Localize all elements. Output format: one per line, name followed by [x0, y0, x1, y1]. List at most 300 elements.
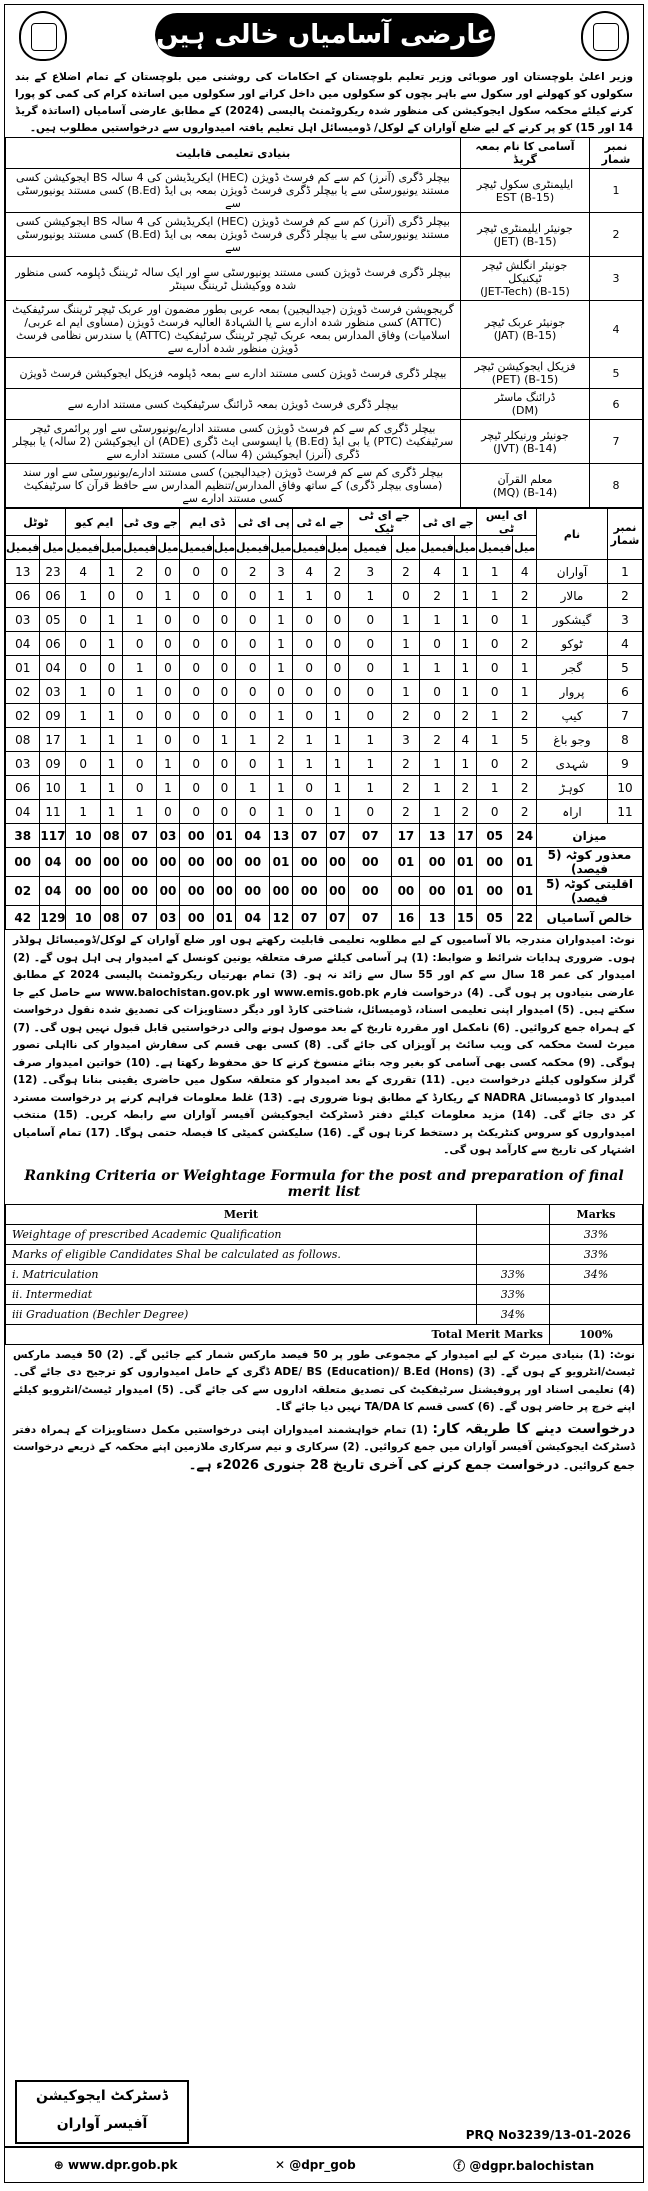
count-cell: 0	[292, 680, 326, 704]
col-post: آسامی کا نام بمعہ گریڈ	[461, 138, 590, 169]
merit-pct: 33%	[477, 1264, 550, 1284]
post-cell	[461, 213, 590, 257]
summary-cell: 12	[270, 906, 292, 930]
location-name: شہدی	[537, 752, 608, 776]
post-name: فزیکل ایجوکیشن ٹیچر	[474, 360, 576, 373]
distribution-row	[6, 680, 643, 704]
count-cell: 1	[454, 584, 476, 608]
summary-cell: 117	[40, 824, 66, 848]
dist-col-post: پی ای ٹی	[236, 509, 293, 536]
qualification-cell: بیچلر ڈگری کم سے کم فرسٹ ڈویژن (جیدالیجین) کسی مستند ادارے/یونیورسٹی سے اور سند (مساوی بیچلر ڈگری) کے ساتھ وفاق المدارس/تنظیم المدارس سے حافظ قرآن کا سرٹیفکیٹ کسی مستند ادارے سے	[6, 464, 461, 508]
summary-cell: 00	[66, 848, 100, 877]
summary-row	[6, 906, 643, 930]
location-name: وجو باغ	[537, 728, 608, 752]
count-cell: 0	[157, 728, 179, 752]
sub-female: فیمیل	[476, 536, 513, 560]
location-name: مالار	[537, 584, 608, 608]
count-cell: 1	[392, 680, 420, 704]
merit-pct-header	[477, 1204, 550, 1224]
how-to-apply-title: درخواست دینے کا طریقہ کار:	[432, 1420, 636, 1437]
summary-cell: 07	[123, 824, 157, 848]
count-cell: 1	[476, 704, 513, 728]
dist-col-post: ای ایس ٹی	[476, 509, 536, 536]
count-cell: 1	[454, 608, 476, 632]
location-name: اراہ	[537, 800, 608, 824]
row-number: 6	[608, 680, 643, 704]
qualification-row	[6, 301, 643, 358]
total-merit-value: 100%	[550, 1324, 643, 1344]
qualification-row	[6, 169, 643, 213]
count-cell: 2	[454, 800, 476, 824]
sub-female: فیمیل	[123, 536, 157, 560]
sub-female: فیمیل	[66, 536, 100, 560]
count-cell: 1	[100, 560, 122, 584]
count-cell: 0	[100, 656, 122, 680]
count-cell: 1	[100, 704, 122, 728]
ranking-title: Ranking Criteria or Weightage Formula for the post and preparation of final merit list	[24, 1167, 624, 1200]
page-title: عارضی آسامیاں خالی ہیں	[155, 13, 495, 57]
row-number: 4	[608, 632, 643, 656]
qualification-row	[6, 358, 643, 389]
merit-marks	[550, 1284, 643, 1304]
count-cell: 0	[236, 752, 270, 776]
dist-col-name: نام	[537, 509, 608, 560]
count-cell: 0	[349, 680, 392, 704]
count-cell: 1	[236, 776, 270, 800]
qualification-cell: بیچلر ڈگری (آنرز) کم سے کم فرسٹ ڈویژن (HEC) ایکریڈیشن کی 4 سالہ BS ایجوکیشن کسی مستند یونیورسٹی سے یا بیچلر ڈگری فرسٹ ڈویژن بمعہ بی ایڈ (B.Ed) کسی مستند یونیورسٹی سے	[6, 169, 461, 213]
merit-header: Merit	[6, 1204, 477, 1224]
count-cell: 0	[270, 680, 292, 704]
sub-female: فیمیل	[179, 536, 213, 560]
count-cell: 0	[349, 704, 392, 728]
count-cell: 06	[40, 584, 66, 608]
summary-cell: 04	[40, 877, 66, 906]
merit-table	[5, 1204, 643, 1345]
how-to-apply	[5, 1419, 643, 1478]
dist-col-post: جے ای ٹی	[420, 509, 477, 536]
count-cell: 4	[513, 560, 537, 584]
count-cell: 1	[420, 608, 454, 632]
post-grade: (PET) (B-15)	[491, 373, 559, 386]
summary-cell: 15	[454, 906, 476, 930]
summary-cell: 00	[179, 824, 213, 848]
row-number: 1	[608, 560, 643, 584]
count-cell: 0	[476, 632, 513, 656]
count-cell: 01	[6, 656, 40, 680]
summary-cell: 00	[179, 848, 213, 877]
location-name: گجر	[537, 656, 608, 680]
dist-col-post: ٹوٹل	[6, 509, 66, 536]
count-cell: 1	[157, 776, 179, 800]
post-name: جونیئر ایلیمنٹری ٹیچر	[477, 221, 573, 235]
instructions-notes: نوٹ: امیدواران مندرجہ بالا آسامیوں کے لیے مطلوبہ تعلیمی قابلیت رکھتے ہوں اور ضلع آواران کے لوکل/ڈومیسائل ہولڈر ہوں۔ ضروری ہدایات شرائط و ضوابط: (1) ہر آسامی کیلئے صرف متعلقہ یونین کونسل کے امیدوار ہی اہل ہوں گے۔ (2) امیدوار کی عمر 18 سال سے کم اور 55 سال سے زائد نہ ہو۔ (3) تمام بھرتیاں ریکروٹمنٹ پالیسی 2024 کے مطابق عارضی بنیادوں پر ہوں گی۔ (4) درخواست فارم www.emis.gob.pk اور www.balochistan.gov.pk سے حاصل کیے جا سکتے ہیں۔ (5) امیدوار اپنی تعلیمی اسناد، ڈومیسائل، شناختی کارڈ اور دیگر دستاویزات کی تصدیق شدہ نقول درخواست کے ہمراہ جمع کروائیں۔ (6) نامکمل اور مقررہ تاریخ کے بعد موصول ہونے والی درخواستیں قابل قبول نہیں ہوں گی۔ (7) میرٹ لسٹ محکمہ کی ویب سائٹ پر آویزاں کی جائے گی۔ (8) کسی بھی قسم کی سفارش امیدوار کی نااہلی تصور ہوگی۔ (9) محکمہ کسی بھی آسامی کو بغیر وجہ بتائے منسوخ کرنے کا حق محفوظ رکھتا ہے۔ (10) خواتین امیدوار صرف گرلز سکولوں کیلئے درخواست دیں۔ (11) تقرری کے بعد امیدوار کو متعلقہ سکول میں حاضری یقینی بنانا ہوگی۔ (12) امیدوار کا ڈومیسائل NADRA کے ریکارڈ کے مطابق ہونا ضروری ہے۔ (13) غلط معلومات فراہم کرنے پر درخواست مسترد کر دی جائے گی۔ (14) مزید معلومات کیلئے دفتر ڈسٹرکٹ ایجوکیشن آفیسر آواران سے رابطہ کریں۔ (15) منتخب امیدواروں کو سروس کنٹریکٹ پر دستخط کرنا ہوں گے۔ (16) سلیکشن کمیٹی کا فیصلہ حتمی ہوگا۔ (17) تمام آسامیاں اشتہار کی تاریخ سے کارآمد ہوں گی۔	[13, 934, 636, 1156]
summary-cell: 13	[420, 906, 454, 930]
count-cell: 1	[123, 680, 157, 704]
summary-cell: 01	[213, 906, 235, 930]
count-cell: 1	[213, 728, 235, 752]
merit-row	[6, 1284, 643, 1304]
count-cell: 0	[349, 656, 392, 680]
count-cell: 0	[476, 608, 513, 632]
merit-notes: نوٹ: (1) بنیادی میرٹ کے لیے امیدوار کے مجموعی طور پر 50 فیصد مارکس شمار کیے جائیں گے۔ (2) 50 فیصد مارکس ٹیسٹ/انٹرویو کے ہوں گے۔ (3) ADE/ BS (Education)/ B.Ed (Hons) ڈگری کے حامل امیدواروں کو ترجیح دی جائے گی۔ (4) تعلیمی اسناد اور پروفیشنل سرٹیفکیٹ کی تصدیق متعلقہ اداروں سے کی جائے گی۔ (5) امیدوار ٹیسٹ/انٹرویو کیلئے اپنے خرچ پر حاضر ہوں گے۔ (6) کسی قسم کا TA/DA نہیں دیا جائے گا۔	[13, 1348, 635, 1413]
count-cell: 03	[40, 680, 66, 704]
count-cell: 0	[157, 560, 179, 584]
qualification-cell: بیچلر ڈگری فرسٹ ڈویژن کسی مستند یونیورسٹی سے اور ایک سالہ ٹریننگ ڈپلومہ کسی منظور شدہ ووکیشنل ٹریننگ سینٹر	[6, 257, 461, 301]
summary-label: خالص آسامیاں	[537, 906, 643, 930]
summary-cell: 00	[476, 877, 513, 906]
count-cell: 1	[157, 752, 179, 776]
distribution-row	[6, 728, 643, 752]
count-cell: 1	[270, 704, 292, 728]
merit-row	[6, 1304, 643, 1324]
count-cell: 1	[392, 608, 420, 632]
summary-cell: 01	[454, 848, 476, 877]
row-number: 3	[590, 257, 643, 301]
distribution-row	[6, 776, 643, 800]
summary-cell: 00	[236, 848, 270, 877]
count-cell: 0	[179, 632, 213, 656]
count-cell: 2	[513, 584, 537, 608]
summary-cell: 00	[270, 877, 292, 906]
row-number: 11	[608, 800, 643, 824]
sub-female: فیمیل	[420, 536, 454, 560]
summary-cell: 00	[292, 848, 326, 877]
summary-cell: 08	[100, 824, 122, 848]
summary-cell: 22	[513, 906, 537, 930]
count-cell: 0	[476, 680, 513, 704]
post-cell	[461, 358, 590, 389]
summary-label: معذور کوٹہ (5 فیصد)	[537, 848, 643, 877]
count-cell: 5	[513, 728, 537, 752]
count-cell: 1	[270, 656, 292, 680]
count-cell: 1	[513, 680, 537, 704]
summary-cell: 03	[157, 906, 179, 930]
post-name: جونیئر عربک ٹیچر	[484, 316, 566, 329]
count-cell: 04	[6, 632, 40, 656]
summary-row	[6, 848, 643, 877]
merit-label: i. Matriculation	[6, 1264, 477, 1284]
count-cell: 0	[157, 800, 179, 824]
summary-cell: 00	[349, 848, 392, 877]
government-logo-left	[19, 11, 67, 61]
summary-cell: 00	[326, 877, 348, 906]
count-cell: 0	[179, 656, 213, 680]
sub-female: فیمیل	[292, 536, 326, 560]
header	[5, 5, 643, 69]
count-cell: 06	[6, 776, 40, 800]
count-cell: 0	[326, 656, 348, 680]
summary-cell: 38	[6, 824, 40, 848]
sub-female: فیمیل	[236, 536, 270, 560]
location-name: ٹوکو	[537, 632, 608, 656]
merit-marks: 34%	[550, 1264, 643, 1284]
summary-cell: 00	[100, 877, 122, 906]
summary-cell: 07	[292, 906, 326, 930]
summary-cell: 00	[292, 877, 326, 906]
merit-row	[6, 1244, 643, 1264]
government-logo-right	[581, 11, 629, 61]
count-cell: 0	[179, 776, 213, 800]
post-name: جونیئر انگلش ٹیچر ٹیکنیکل	[482, 259, 568, 285]
summary-cell: 129	[40, 906, 66, 930]
qualification-cell: بیچلر ڈگری (آنرز) کم سے کم فرسٹ ڈویژن (HEC) ایکریڈیشن کی 4 سالہ BS ایجوکیشن کسی مستند یونیورسٹی سے یا بیچلر ڈگری فرسٹ ڈویژن بمعہ بی ایڈ (B.Ed) کسی مستند یونیورسٹی سے	[6, 213, 461, 257]
count-cell: 03	[6, 752, 40, 776]
merit-row	[6, 1224, 643, 1244]
count-cell: 1	[270, 608, 292, 632]
intro-paragraph: وزیر اعلیٰ بلوچستان اور صوبائی وزیر تعلیم بلوچستان کے احکامات کی روشنی میں بلوچستان کے تمام اضلاع کے بند سکولوں کو کھولنے اور سکول سے باہر بچوں کو سکولوں میں داخل کرانے اور سکولوں میں اساتذہ کرام کی کمی کو پورا کرنے کیلئے محکمہ سکول ایجوکیشن کی منظور شدہ ریکروٹمنٹ پالیسی (2024) کے مطابق عارضی آسامیاں (اساتذہ گریڈ 14 اور 15) کو پر کرنے کے لیے ضلع آواران کے لوکل/ ڈومیسائل اہل تعلیم یافتہ امیدواروں سے درخواستیں مطلوب ہیں۔	[15, 71, 633, 134]
summary-cell: 05	[476, 906, 513, 930]
summary-cell: 05	[476, 824, 513, 848]
post-name: ایلیمنٹری سکول ٹیچر	[476, 177, 574, 191]
count-cell: 0	[292, 656, 326, 680]
count-cell: 08	[6, 728, 40, 752]
post-grade: (JET-Tech) (B-15)	[480, 285, 570, 298]
summary-cell: 07	[349, 906, 392, 930]
count-cell: 1	[326, 704, 348, 728]
count-cell: 0	[420, 632, 454, 656]
count-cell: 0	[213, 560, 235, 584]
count-cell: 1	[292, 728, 326, 752]
distribution-table	[5, 508, 643, 930]
post-cell	[461, 464, 590, 508]
count-cell: 1	[454, 560, 476, 584]
sub-male: میل	[213, 536, 235, 560]
post-grade: (JET) (B-15)	[493, 234, 557, 248]
count-cell: 02	[6, 704, 40, 728]
row-number: 9	[608, 752, 643, 776]
count-cell: 2	[392, 560, 420, 584]
count-cell: 3	[349, 560, 392, 584]
summary-cell: 01	[270, 848, 292, 877]
summary-cell: 00	[326, 848, 348, 877]
count-cell: 0	[292, 800, 326, 824]
count-cell: 1	[454, 632, 476, 656]
count-cell: 05	[40, 608, 66, 632]
sub-male: میل	[157, 536, 179, 560]
count-cell: 0	[236, 800, 270, 824]
count-cell: 04	[40, 656, 66, 680]
count-cell: 1	[123, 656, 157, 680]
count-cell: 0	[236, 584, 270, 608]
count-cell: 0	[476, 752, 513, 776]
count-cell: 0	[292, 608, 326, 632]
count-cell: 1	[349, 584, 392, 608]
summary-cell: 42	[6, 906, 40, 930]
count-cell: 1	[326, 728, 348, 752]
location-name: پروار	[537, 680, 608, 704]
summary-cell: 00	[420, 848, 454, 877]
count-cell: 1	[513, 608, 537, 632]
count-cell: 0	[476, 800, 513, 824]
row-number: 5	[590, 358, 643, 389]
count-cell: 0	[236, 680, 270, 704]
count-cell: 11	[40, 800, 66, 824]
merit-rows	[6, 1224, 643, 1324]
count-cell: 1	[100, 608, 122, 632]
count-cell: 1	[476, 776, 513, 800]
count-cell: 4	[454, 728, 476, 752]
count-cell: 13	[6, 560, 40, 584]
summary-cell: 10	[66, 906, 100, 930]
count-cell: 0	[66, 752, 100, 776]
dist-col-post: جے وی ٹی	[123, 509, 180, 536]
website-link[interactable]: ⊕ www.dpr.gob.pk	[53, 2158, 178, 2172]
merit-pct	[477, 1244, 550, 1264]
summary-cell: 01	[392, 848, 420, 877]
count-cell: 1	[476, 560, 513, 584]
count-cell: 1	[326, 800, 348, 824]
count-cell: 2	[326, 560, 348, 584]
count-cell: 0	[326, 680, 348, 704]
location-name: کیپ	[537, 704, 608, 728]
distribution-row	[6, 704, 643, 728]
count-cell: 3	[270, 560, 292, 584]
post-name: ڈرائنگ ماسٹر	[494, 391, 556, 404]
dist-col-serial: نمبر شمار	[608, 509, 643, 560]
count-cell: 1	[349, 752, 392, 776]
summary-cell: 01	[513, 877, 537, 906]
count-cell: 2	[123, 560, 157, 584]
summary-cell: 08	[100, 906, 122, 930]
count-cell: 23	[40, 560, 66, 584]
count-cell: 2	[392, 800, 420, 824]
count-cell: 0	[179, 728, 213, 752]
row-number: 2	[608, 584, 643, 608]
summary-cell: 01	[513, 848, 537, 877]
count-cell: 0	[420, 680, 454, 704]
facebook-link[interactable]: ⓕ @dgpr.balochistan	[453, 2158, 595, 2173]
count-cell: 09	[40, 752, 66, 776]
summary-label: اقلیتی کوٹہ (5 فیصد)	[537, 877, 643, 906]
count-cell: 0	[236, 656, 270, 680]
count-cell: 0	[100, 584, 122, 608]
count-cell: 2	[454, 704, 476, 728]
row-number: 8	[608, 728, 643, 752]
count-cell: 1	[66, 704, 100, 728]
merit-row	[6, 1264, 643, 1284]
summary-cell: 00	[100, 848, 122, 877]
merit-marks	[550, 1304, 643, 1324]
count-cell: 0	[213, 608, 235, 632]
summary-cell: 00	[213, 848, 235, 877]
dist-col-post: ایم کیو	[66, 509, 123, 536]
summary-cell: 00	[66, 877, 100, 906]
qualification-table	[5, 137, 643, 508]
count-cell: 0	[349, 608, 392, 632]
count-cell: 1	[66, 776, 100, 800]
row-number: 6	[590, 389, 643, 420]
count-cell: 06	[6, 584, 40, 608]
summary-cell: 10	[66, 824, 100, 848]
count-cell: 1	[66, 584, 100, 608]
count-cell: 0	[392, 584, 420, 608]
row-number: 7	[608, 704, 643, 728]
summary-row	[6, 824, 643, 848]
count-cell: 04	[6, 800, 40, 824]
count-cell: 1	[100, 728, 122, 752]
distribution-row	[6, 584, 643, 608]
count-cell: 0	[213, 800, 235, 824]
count-cell: 0	[213, 584, 235, 608]
footer	[5, 2146, 643, 2182]
qualification-cell: بیچلر ڈگری کم سے کم فرسٹ ڈویژن کسی مستند ادارے/یونیورسٹی سے اور پرائمری ٹیچر سرٹیفکیٹ (PTC) یا بی ایڈ (B.Ed) یا ایسوسی ایٹ ڈگری (ADE) ان ایجوکیشن (2 سالہ) یا بیچلر ڈگری (آنرز) ایجوکیشن (4 سالہ) کسی مستند ادارے سے	[6, 420, 461, 464]
x-handle-link[interactable]: ✕ @dpr_gob	[274, 2158, 356, 2172]
distribution-rows	[6, 560, 643, 930]
summary-cell: 00	[476, 848, 513, 877]
count-cell: 0	[213, 680, 235, 704]
count-cell: 1	[100, 776, 122, 800]
count-cell: 2	[392, 704, 420, 728]
distribution-row	[6, 800, 643, 824]
total-merit-label: Total Merit Marks	[6, 1324, 550, 1344]
count-cell: 0	[476, 656, 513, 680]
count-cell: 06	[40, 632, 66, 656]
count-cell: 0	[292, 704, 326, 728]
summary-cell: 00	[179, 906, 213, 930]
count-cell: 09	[40, 704, 66, 728]
summary-cell: 04	[236, 906, 270, 930]
how-to-apply-text: (1) تمام خواہشمند امیدواران اپنی درخواستیں مکمل دستاویزات کے ہمراہ دفتر ڈسٹرکٹ ایجوکیشن آفیسر آواران میں جمع کروائیں۔ (2) سرکاری و نیم سرکاری ملازمین اپنے محکمہ کے ذریعے درخواست جمع کروائیں۔	[13, 1423, 635, 1472]
count-cell: 1	[270, 752, 292, 776]
location-name: کوہڑ	[537, 776, 608, 800]
summary-cell: 07	[123, 906, 157, 930]
count-cell: 0	[236, 704, 270, 728]
merit-pct: 34%	[477, 1304, 550, 1324]
count-cell: 1	[270, 800, 292, 824]
post-cell	[461, 169, 590, 213]
summary-cell: 13	[420, 824, 454, 848]
count-cell: 0	[123, 704, 157, 728]
post-cell	[461, 420, 590, 464]
merit-pct	[477, 1224, 550, 1244]
count-cell: 2	[454, 776, 476, 800]
merit-marks: 33%	[550, 1224, 643, 1244]
distribution-row	[6, 752, 643, 776]
count-cell: 0	[66, 632, 100, 656]
row-number: 5	[608, 656, 643, 680]
summary-cell: 00	[213, 877, 235, 906]
count-cell: 0	[179, 608, 213, 632]
qualification-cell: بیچلر ڈگری فرسٹ ڈویژن بمعہ ڈرائنگ سرٹیفکیٹ کسی مستند ادارے سے	[6, 389, 461, 420]
count-cell: 0	[179, 680, 213, 704]
count-cell: 0	[292, 776, 326, 800]
count-cell: 2	[420, 584, 454, 608]
summary-cell: 02	[6, 877, 40, 906]
row-number: 7	[590, 420, 643, 464]
post-grade: EST (B-15)	[495, 190, 555, 204]
count-cell: 1	[157, 584, 179, 608]
count-cell: 0	[326, 584, 348, 608]
count-cell: 0	[326, 608, 348, 632]
count-cell: 1	[270, 584, 292, 608]
post-name: معلم القرآن	[497, 472, 553, 486]
count-cell: 2	[270, 728, 292, 752]
summary-cell: 07	[326, 824, 348, 848]
distribution-row	[6, 560, 643, 584]
post-grade: (DM)	[511, 404, 539, 417]
count-cell: 1	[326, 752, 348, 776]
distribution-row	[6, 632, 643, 656]
summary-cell: 00	[179, 877, 213, 906]
count-cell: 1	[100, 752, 122, 776]
summary-row	[6, 877, 643, 906]
count-cell: 1	[392, 656, 420, 680]
count-cell: 0	[66, 656, 100, 680]
merit-label: iii Graduation (Bechler Degree)	[6, 1304, 477, 1324]
count-cell: 0	[66, 608, 100, 632]
qualification-row	[6, 464, 643, 508]
count-cell: 1	[123, 728, 157, 752]
